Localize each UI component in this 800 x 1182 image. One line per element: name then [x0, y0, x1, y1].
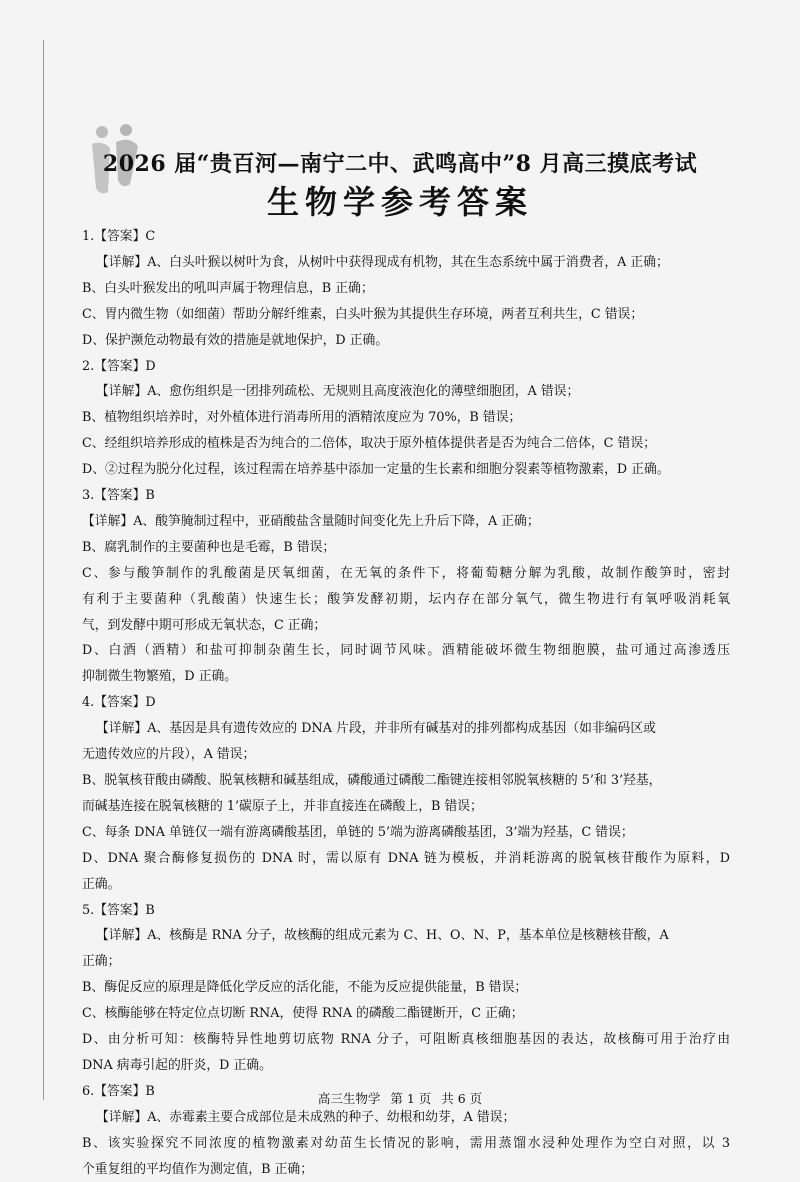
answer-heading: 2.【答案】D: [82, 358, 156, 374]
explanation-line: 【详解】A、赤霉素主要合成部位是未成熟的种子、幼根和幼芽，A 错误；: [96, 1109, 516, 1125]
explanation-line: 无遗传效应的片段），A 错误；: [82, 747, 256, 763]
explanation-line: C、胃内微生物（如细菌）帮助分解纤维素，白头叶猴为其提供生存环境，两者互利共生，C 错误；: [82, 306, 644, 322]
explanation-line: 正确；: [82, 954, 121, 970]
explanation-line: 有利于主要菌种（乳酸菌）快速生长；酸笋发酵初期，坛内存在部分氧气，微生物进行有氧呼吸消耗氧: [82, 591, 730, 607]
answer-content: [82, 224, 730, 1182]
explanation-line: 【详解】A、核酶是 RNA 分子，故核酶的组成元素为 C、H、O、N、P，基本单位是核糖核苷酸，A: [96, 928, 669, 944]
answer-heading: 5.【答案】B: [82, 902, 155, 918]
explanation-line: 抑制微生物繁殖，D 正确。: [82, 669, 238, 685]
explanation-line: B、植物组织培养时，对外植体进行消毒所用的酒精浓度应为 70%，B 错误；: [82, 410, 522, 426]
answer-heading: 6.【答案】B: [82, 1083, 155, 1099]
explanation-line: B、酶促反应的原理是降低化学反应的活化能，不能为反应提供能量，B 错误；: [82, 980, 528, 996]
explanation-line: B、白头叶猴发出的吼叫声属于物理信息，B 正确；: [82, 280, 374, 296]
explanation-line: 个重复组的平均值作为测定值，B 正确；: [82, 1161, 314, 1177]
explanation-line: 【详解】A、酸笋腌制过程中，亚硝酸盐含量随时间变化先上升后下降，A 正确；: [82, 513, 540, 529]
explanation-line: 【详解】A、愈伤组织是一团排列疏松、无规则且高度液泡化的薄壁细胞团，A 错误；: [96, 384, 580, 400]
explanation-line: 正确。: [82, 876, 121, 892]
explanation-line: B、该实验探究不同浓度的植物激素对幼苗生长情况的影响，需用蒸馏水浸种处理作为空白对照，以 3: [82, 1135, 730, 1151]
footer-total-pages: 共 6 页: [441, 1091, 483, 1106]
explanation-line: 【详解】A、基因是具有遗传效应的 DNA 片段，并非所有碱基对的排列都构成基因（如非编码区或: [96, 721, 656, 737]
answer-heading: 4.【答案】D: [82, 695, 156, 711]
explanation-line: D、DNA 聚合酶修复损伤的 DNA 时，需以原有 DNA 链为模板，并消耗游离的脱氧核苷酸作为原料，D: [82, 850, 730, 866]
explanation-line: C、经组织培养形成的植株是否为纯合的二倍体，取决于原外植体提供者是否为纯合二倍体，C 错误；: [82, 436, 656, 452]
explanation-line: D、白酒（酒精）和盐可抑制杂菌生长，同时调节风味。酒精能破坏微生物细胞膜，盐可通过高渗透压: [82, 643, 730, 659]
explanation-line: C、每条 DNA 单链仅一端有游离磷酸基团，单链的 5’端为游离磷酸基团，3’端为羟基，C 错误；: [82, 824, 634, 840]
explanation-line: DNA 病毒引起的肝炎，D 正确。: [82, 1057, 272, 1073]
explanation-line: C、参与酸笋制作的乳酸菌是厌氧细菌，在无氧的条件下，将葡萄糖分解为乳酸，故制作酸笋时，密封: [82, 565, 730, 581]
answer-heading: 3.【答案】B: [82, 488, 155, 504]
explanation-line: C、核酶能够在特定位点切断 RNA，使得 RNA 的磷酸二酯键断开，C 正确；: [82, 1006, 524, 1022]
exam-title: 2026 届“贵百河—南宁二中、武鸣高中”8 月高三摸底考试: [102, 151, 698, 177]
explanation-line: D、②过程为脱分化过程，该过程需在培养基中添加一定量的生长素和细胞分裂素等植物激素，D 正确。: [82, 462, 670, 478]
page-footer: [0, 1089, 800, 1107]
document-title: 生物学参考答案: [266, 183, 533, 221]
explanation-line: D、由分析可知：核酶特异性地剪切底物 RNA 分子，可阻断真核细胞基因的表达，故核酶可用于治疗由: [82, 1032, 730, 1048]
explanation-line: D、保护濒危动物最有效的措施是就地保护，D 正确。: [82, 332, 389, 348]
explanation-line: 而碱基连接在脱氧核糖的 1’碳原子上，并非直接连在磷酸上，B 错误；: [82, 798, 483, 814]
document-header: [0, 150, 800, 224]
explanation-line: B、脱氧核苷酸由磷酸、脱氧核糖和碱基组成，磷酸通过磷酸二酯键连接相邻脱氧核糖的 5’和 3’羟基，: [82, 772, 662, 788]
footer-subject: 高三生物学: [317, 1091, 381, 1106]
explanation-line: B、腐乳制作的主要菌种也是毛霉，B 错误；: [82, 539, 336, 555]
footer-page-number: 第 1 页: [390, 1091, 432, 1106]
answer-heading: 1.【答案】C: [82, 229, 156, 244]
explanation-line: 【详解】A、白头叶猴以树叶为食，从树叶中获得现成有机物，其在生态系统中属于消费者，A 正确；: [96, 254, 669, 270]
explanation-line: 气，到发酵中期可形成无氧状态，C 正确；: [82, 617, 327, 633]
